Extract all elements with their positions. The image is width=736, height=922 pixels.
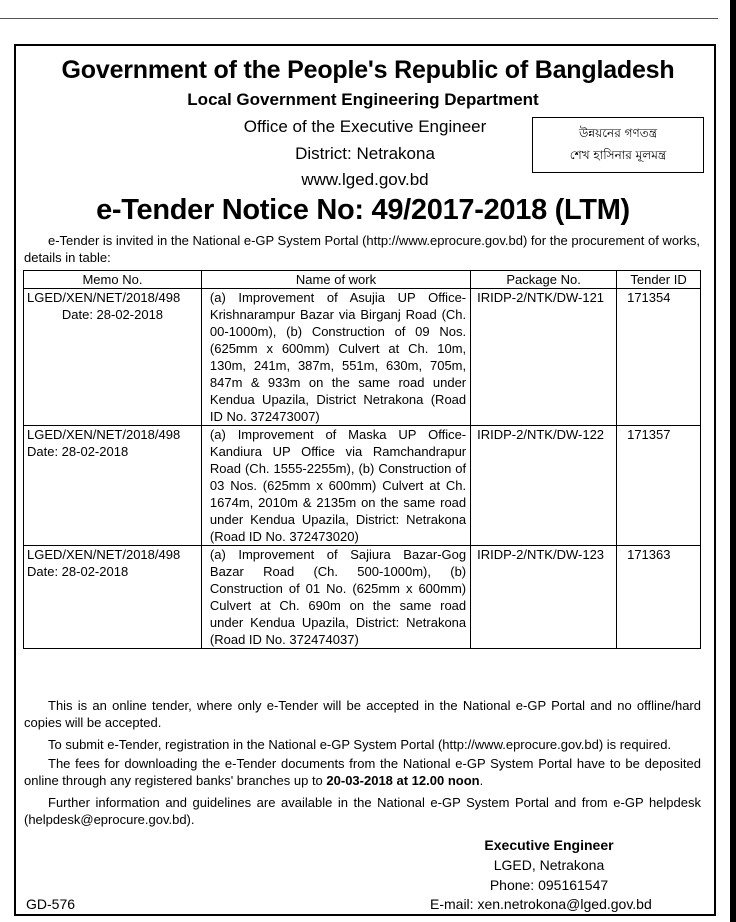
table-row xyxy=(24,426,701,546)
work-description: (a) Improvement of Asujia UP Office-Krishnarampur Bazar via Birganj Road (Ch. 00-1000m), (b) Construction of 09 Nos. (625mm x 600mm) Culvert at Ch. 10m, 130m, 241m, 387m, 551m, 630m, 705m, 847m & 933m on the same road under Kendua Upazila, District Netrakona (Road ID No. 372473007) xyxy=(201,289,470,426)
header-tender-id: Tender ID xyxy=(617,271,701,289)
memo-date: Date: 28-02-2018 xyxy=(61,307,164,322)
signatory-phone: Phone: 095161547 xyxy=(489,877,609,893)
package-number: IRIDP-2/NTK/DW-123 xyxy=(471,546,617,649)
signatory-office: LGED, Netrakona xyxy=(493,857,605,873)
fees-deadline: 20-03-2018 at 12.00 noon xyxy=(326,773,480,788)
header-package: Package No. xyxy=(471,271,617,289)
slogan-line-1: উন্নয়নের গণতন্ত্র xyxy=(578,126,658,140)
department-heading: Local Government Engineering Department xyxy=(187,90,539,109)
signatory-email[interactable]: E-mail: xen.netrokona@lged.gov.bd xyxy=(430,896,652,912)
government-heading: Government of the People's Republic of Bangladesh xyxy=(61,56,675,84)
tender-id: 171354 xyxy=(617,289,701,426)
memo-cell xyxy=(24,546,202,649)
top-rule xyxy=(0,18,718,19)
table-row xyxy=(24,289,701,426)
notice-title: e-Tender Notice No: 49/2017-2018 (LTM) xyxy=(96,194,630,226)
memo-number: LGED/XEN/NET/2018/498 xyxy=(27,427,181,442)
registration-paragraph: To submit e-Tender, registration in the National e-GP System Portal (http://www.eprocure.gov.bd) is required. xyxy=(48,737,672,752)
online-tender-paragraph: This is an online tender, where only e-Tender will be accepted in the National e-GP Portal and no offline/hard copies will be accepted. xyxy=(24,698,701,730)
intro-text: e-Tender is invited in the National e-GP System Portal (http://www.eprocure.gov.bd) for the procurement of works, details in table: xyxy=(24,233,700,265)
tender-id: 171357 xyxy=(617,426,701,546)
memo-number: LGED/XEN/NET/2018/498 xyxy=(27,547,181,562)
tender-id: 171363 xyxy=(617,546,701,649)
slogan-box xyxy=(532,117,704,173)
tender-table xyxy=(23,270,701,649)
further-info-paragraph: Further information and guidelines are available in the National e-GP System Portal and from e-GP helpdesk (helpdesk@eprocure.gov.bd). xyxy=(24,795,701,827)
fees-paragraph xyxy=(24,755,701,789)
memo-date: Date: 28-02-2018 xyxy=(27,444,129,459)
table-row xyxy=(24,546,701,649)
package-number: IRIDP-2/NTK/DW-121 xyxy=(471,289,617,426)
office-name: Office of the Executive Engineer xyxy=(243,117,487,136)
website-link[interactable]: www.lged.gov.bd xyxy=(301,170,429,189)
page-edge xyxy=(730,0,736,922)
gd-code: GD-576 xyxy=(26,896,76,912)
memo-cell xyxy=(24,289,202,426)
fees-text: The fees for downloading the e-Tender documents from the National e-GP System Portal have to be deposited online through any registered banks' branches up to xyxy=(24,756,701,788)
fees-end: . xyxy=(479,773,484,788)
header-memo: Memo No. xyxy=(24,271,202,289)
memo-date: Date: 28-02-2018 xyxy=(27,564,129,579)
slogan-line-2: শেখ হাসিনার মূলমন্ত্র xyxy=(569,148,667,162)
work-description: (a) Improvement of Maska UP Office-Kandiura UP Office via Ramchandrapur Road (Ch. 1555-2255m), (b) Construction of 03 Nos. (625mm x 600mm) Culvert at Ch. 1674m, 2010m & 2135m on the same road under Kendua Upazila, District: Netrakona (Road ID No. 372473020) xyxy=(201,426,470,546)
district-name: District: Netrakona xyxy=(295,144,435,163)
header-work: Name of work xyxy=(201,271,470,289)
package-number: IRIDP-2/NTK/DW-122 xyxy=(471,426,617,546)
memo-cell xyxy=(24,426,202,546)
work-description: (a) Improvement of Sajiura Bazar-Gog Bazar Road (Ch. 500-1000m), (b) Construction of 01 No. (625mm x 600mm) Culvert at Ch. 690m on the same road under Kendua Upazila, District: Netrakona (Road ID No. 372474037) xyxy=(201,546,470,649)
signatory-title: Executive Engineer xyxy=(484,837,614,853)
memo-number: LGED/XEN/NET/2018/498 xyxy=(27,290,181,305)
table-header-row xyxy=(24,271,701,289)
